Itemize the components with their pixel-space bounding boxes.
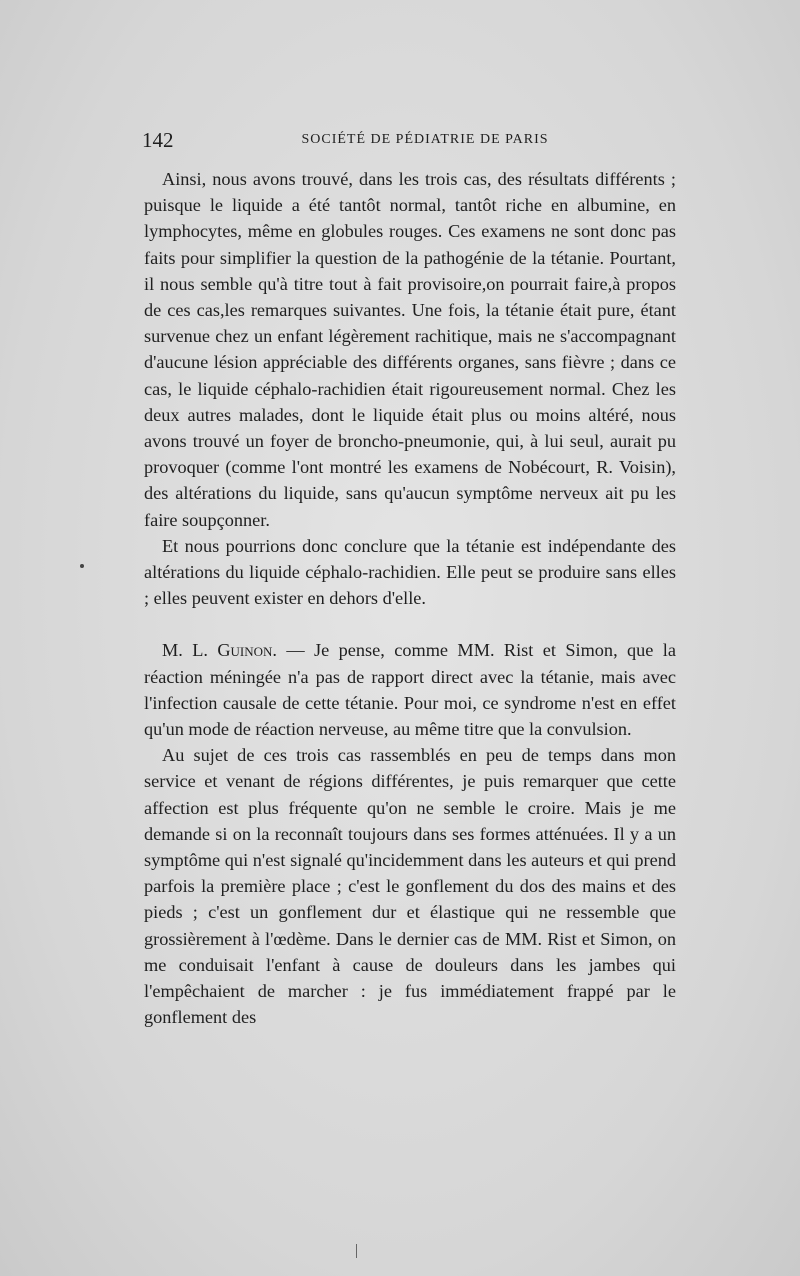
paragraph-guinon-text: — Je pense, comme MM. Rist et Simon, que la réaction méningée n'a pas de rapport direct avec la tétanie, mais avec l'infection causale de cette tétanie. Pour moi, ce syndrome n'est en effet qu'un mode de réaction nerveuse, au même titre que la convulsion.	[144, 640, 676, 740]
margin-dot	[80, 564, 84, 568]
speaker-prefix: M. L.	[162, 640, 208, 661]
running-title: SOCIÉTÉ DE PÉDIATRIE DE PARIS	[301, 132, 549, 147]
paragraph-results: Ainsi, nous avons trouvé, dans les trois cas, des résultats différents ; puisque le liquide a été tantôt normal, tantôt riche en albumine, en lymphocytes, même en globules rouges. Ces examens ne sont donc pas faits pour simplifier la question de la pathogénie de la tétanie. Pourtant, il nous semble qu'à titre tout à fait provisoire,on pourrait faire,à propos de ces cas,les remarques suivantes. Une fois, la tétanie était pure, étant survenue chez un enfant légèrement rachitique, mais ne s'accompagnant d'aucune lésion appréciable des différents organes, sans fièvre ; dans ce cas, le liquide céphalo-rachidien était rigoureusement normal. Chez les deux autres malades, dont le liquide était plus ou moins altéré, nous avons trouvé un foyer de broncho-pneumonie, qui, à lui seul, aurait pu provoquer (comme l'ont montré les examens de Nobécourt, R. Voisin), des altérations du liquide, sans qu'aucun symptôme nerveux ait pu les faire soupçonner.	[144, 169, 676, 530]
scan-mark	[356, 1244, 357, 1258]
paragraph-guinon-remarks	[144, 637, 676, 742]
page-number: 142	[142, 128, 174, 152]
paragraph-observations: Au sujet de ces trois cas rassemblés en peu de temps dans mon service et venant de régions différentes, je puis remarquer que cette affection est plus fréquente qu'on ne semble le croire. Mais je me demande si on la reconnaît toujours dans ses formes atténuées. Il y a un symptôme qui n'est signalé qu'incidemment dans les auteurs et qui prend parfois la première place ; c'est le gonflement du dos des mains et des pieds ; c'est un gonflement dur et élastique qui ne ressemble que grossièrement à l'œdème. Dans le dernier cas de MM. Rist et Simon, on me conduisait l'enfant à cause de douleurs dans les jambes qui l'empêchaient de marcher : je fus immédiatement frappé par le gonflement des	[144, 745, 676, 1028]
speaker-name: Guinon.	[217, 640, 277, 661]
paragraph-conclusion: Et nous pourrions donc conclure que la tétanie est indépendante des altérations du liquide céphalo-rachidien. Elle peut se produire sans elles ; elles peuvent exister en dehors d'elle.	[144, 535, 676, 609]
body-text	[144, 166, 676, 1031]
running-head	[142, 128, 678, 154]
